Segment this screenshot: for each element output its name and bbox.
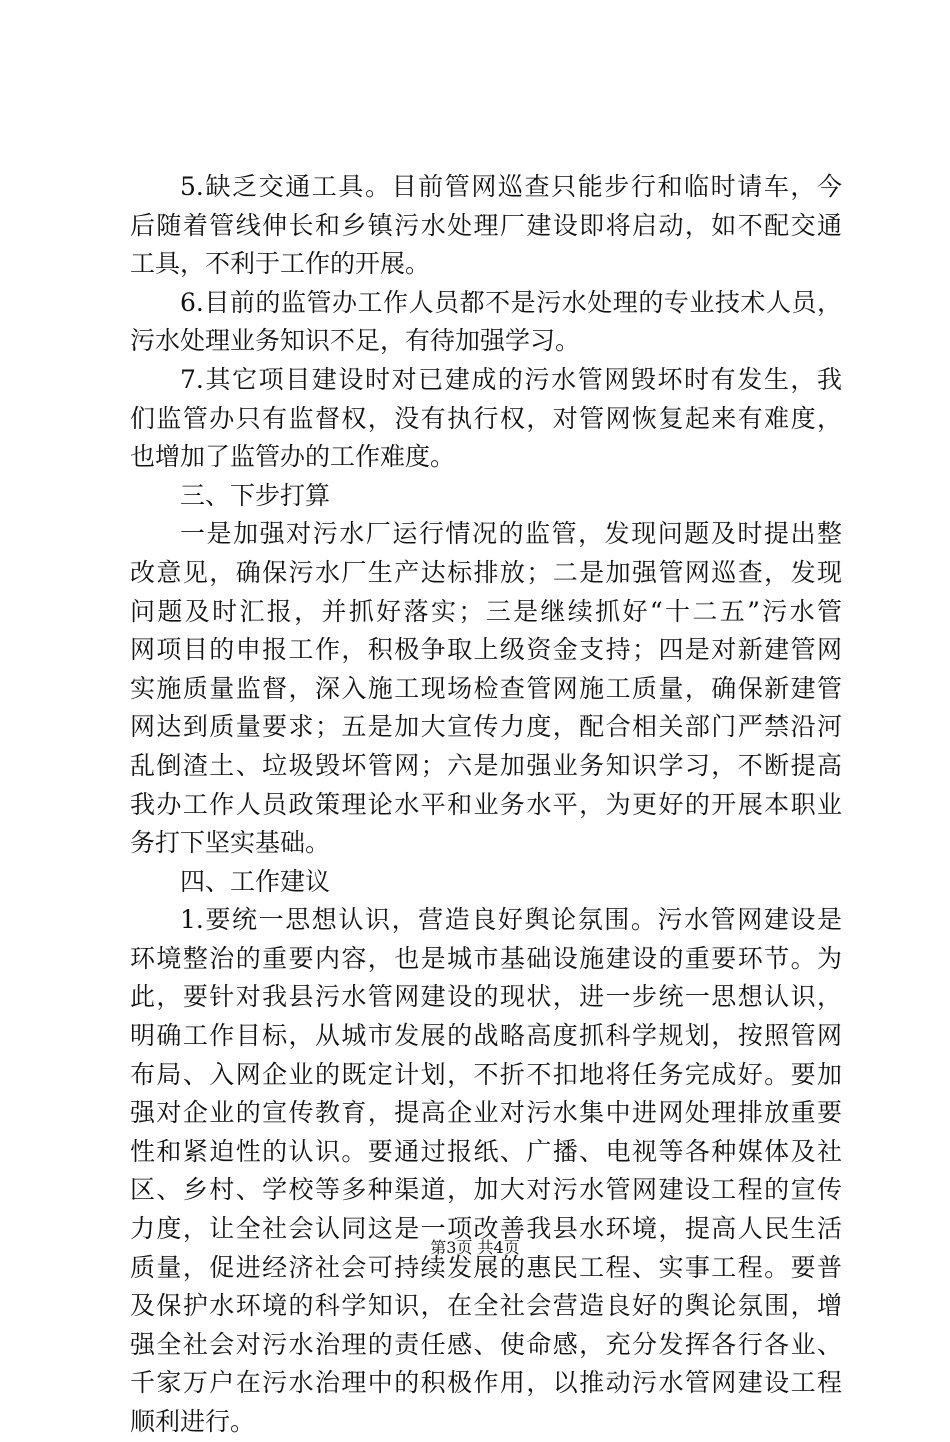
- text-line: 网项目的申报工作，积极争取上级资金支持；四是对新建管网: [130, 635, 842, 665]
- text-line: 力度，让全社会认同这是一项改善我县水环境，提高人民生活: [130, 1214, 842, 1244]
- text-line: 顺利进行。: [130, 1407, 256, 1436]
- text-line: 改意见，确保污水厂生产达标排放；二是加强管网巡查，发现: [130, 557, 842, 587]
- text-line: 千家万户在污水治理中的积极作用，以推动污水管网建设工程: [130, 1368, 842, 1398]
- text-line: 问题及时汇报，并抓好落实；三是继续抓好“十二五”污水管: [130, 596, 842, 626]
- text-line: 乱倒渣土、垃圾毁坏管网；六是加强业务知识学习，不断提高: [130, 750, 842, 780]
- text-line: 实施质量监督，深入施工现场检查管网施工质量，确保新建管: [130, 673, 842, 703]
- text-line: 四、工作建议: [180, 866, 331, 896]
- text-line: 区、乡村、学校等多种渠道，加大对污水管网建设工程的宣传: [130, 1175, 842, 1205]
- text-line: 三、下步打算: [180, 480, 331, 510]
- text-line: 7.其它项目建设时对已建成的污水管网毁坏时有发生，我: [180, 364, 842, 394]
- text-line: 务打下坚实基础。: [130, 828, 331, 858]
- text-line: 及保护水环境的科学知识，在全社会营造良好的舆论氛围，增: [130, 1291, 842, 1321]
- text-line: 明确工作目标，从城市发展的战略高度抓科学规划，按照管网: [130, 1021, 842, 1051]
- text-line: 网达到质量要求；五是加大宣传力度，配合相关部门严禁沿河: [130, 712, 842, 742]
- text-line: 我办工作人员政策理论水平和业务水平，为更好的开展本职业: [130, 789, 842, 819]
- text-line: 强全社会对污水治理的责任感、使命感，充分发挥各行各业、: [130, 1329, 842, 1359]
- text-line: 5.缺乏交通工具。目前管网巡查只能步行和临时请车，今: [180, 172, 842, 201]
- text-line: 一是加强对污水厂运行情况的监管，发现问题及时提出整: [180, 519, 842, 549]
- text-line: 污水处理业务知识不足，有待加强学习。: [130, 326, 581, 356]
- text-line: 们监管办只有监督权，没有执行权，对管网恢复起来有难度，: [130, 403, 842, 433]
- page-footer: 第3页 共4页: [430, 1238, 520, 1257]
- text-line: 强对企业的宣传教育，提高企业对污水集中进网处理排放重要: [130, 1098, 842, 1128]
- text-line: 布局、入网企业的既定计划，不折不扣地将任务完成好。要加: [130, 1059, 842, 1089]
- text-line: 质量，促进经济社会可持续发展的惠民工程、实事工程。要普: [130, 1252, 842, 1282]
- text-line: 也增加了监管办的工作难度。: [130, 442, 456, 472]
- text-line: 1.要统一思想认识，营造良好舆论氛围。污水管网建设是: [180, 905, 842, 935]
- text-line: 工具，不利于工作的开展。: [130, 249, 431, 279]
- text-line: 性和紧迫性的认识。要通过报纸、广播、电视等各种媒体及社: [130, 1136, 842, 1166]
- text-line: 6.目前的监管办工作人员都不是污水处理的专业技术人员，: [180, 287, 842, 317]
- text-line: 环境整治的重要内容，也是城市基础设施建设的重要环节。为: [130, 943, 842, 973]
- text-line: 此，要针对我县污水管网建设的现状，进一步统一思想认识，: [130, 982, 842, 1012]
- text-line: 后随着管线伸长和乡镇污水处理厂建设即将启动，如不配交通: [130, 210, 842, 240]
